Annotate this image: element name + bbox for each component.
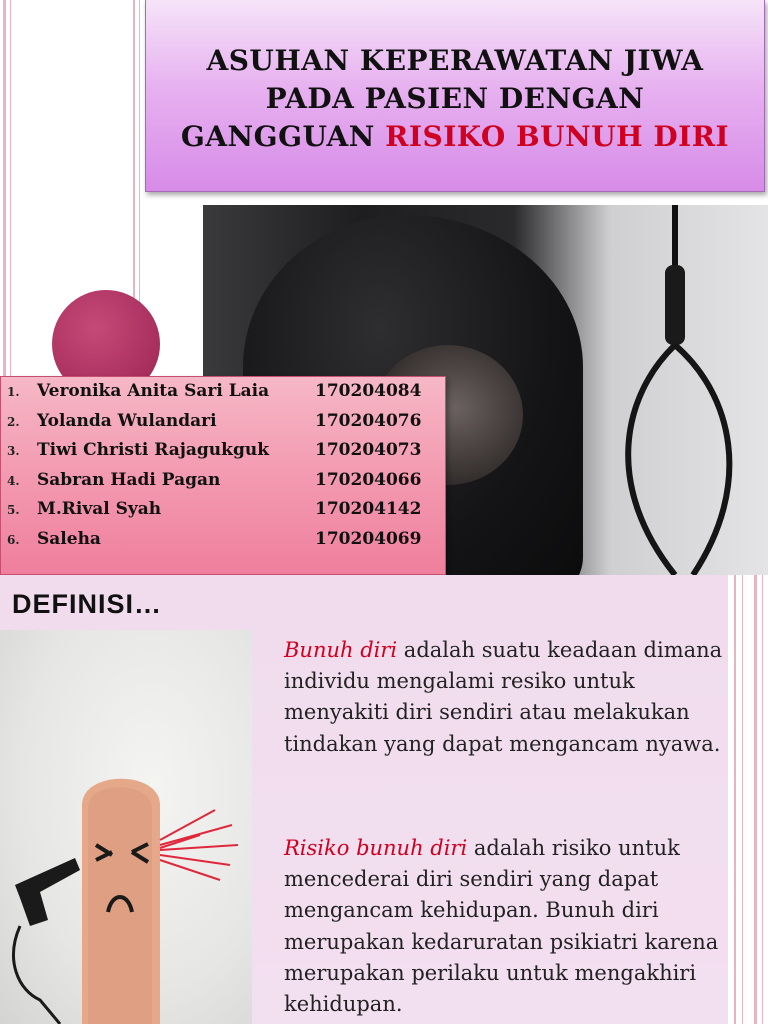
member-id: 170204073 bbox=[315, 440, 422, 461]
member-number: 4. bbox=[7, 473, 20, 488]
group-members-box bbox=[0, 376, 446, 575]
member-number: 2. bbox=[7, 414, 20, 429]
member-name: Tiwi Christi Rajagukguk bbox=[37, 440, 269, 461]
member-name: Saleha bbox=[37, 528, 101, 549]
member-name: Yolanda Wulandari bbox=[37, 410, 217, 431]
decor-stripe bbox=[762, 575, 763, 1024]
member-name: Sabran Hadi Pagan bbox=[37, 469, 221, 490]
definition-bunuh-diri bbox=[284, 635, 724, 760]
slide-title-text bbox=[181, 42, 729, 156]
member-row bbox=[7, 381, 445, 411]
definition-text-1: adalah suatu keadaan dimana individu mengalami resiko untuk menyakiti diri sendiri atau melakukan tindakan yang dapat mengancam nyawa. bbox=[284, 638, 723, 756]
finger-gun-photo bbox=[0, 630, 252, 1024]
title-line-3-prefix: GANGGUAN bbox=[180, 119, 386, 153]
member-number: 5. bbox=[7, 503, 20, 518]
definition-text-2: adalah risiko untuk mencederai diri sendiri yang dapat mengancam kehidupan. Bunuh diri merupakan kedaruratan psikiatri karena merupakan perilaku untuk mengakhiri kehidupan. bbox=[284, 836, 719, 1017]
member-number: 6. bbox=[7, 532, 20, 547]
member-number: 1. bbox=[7, 385, 20, 399]
member-name: Veronika Anita Sari Laia bbox=[37, 381, 270, 401]
definition-heading: DEFINISI… bbox=[12, 589, 163, 619]
member-id: 170204084 bbox=[315, 381, 422, 401]
title-line-3-highlight: RISIKO BUNUH DIRI bbox=[385, 119, 730, 153]
member-row bbox=[7, 470, 445, 500]
decor-stripe bbox=[742, 575, 743, 1024]
slide-definition bbox=[0, 575, 768, 1024]
member-row bbox=[7, 529, 445, 559]
member-number: 3. bbox=[7, 444, 20, 459]
member-row bbox=[7, 411, 445, 441]
term-risiko-bunuh-diri: Risiko bunuh diri bbox=[284, 836, 468, 860]
decor-stripe bbox=[734, 575, 736, 1024]
finger-gun-illustration bbox=[0, 630, 252, 1024]
member-row bbox=[7, 440, 445, 470]
member-id: 170204076 bbox=[315, 410, 422, 431]
definition-risiko-bunuh-diri bbox=[284, 833, 724, 1020]
member-name: M.Rival Syah bbox=[37, 499, 162, 520]
title-line-2: PADA PASIEN DENGAN bbox=[265, 81, 645, 115]
title-box bbox=[145, 0, 765, 192]
title-line-1: ASUHAN KEPERAWATAN JIWA bbox=[206, 43, 704, 77]
member-id: 170204069 bbox=[315, 528, 422, 549]
member-id: 170204066 bbox=[315, 469, 422, 490]
decor-strip bbox=[728, 575, 768, 1024]
decor-stripe bbox=[754, 575, 757, 1024]
member-row bbox=[7, 499, 445, 529]
noose-icon bbox=[583, 205, 768, 575]
member-id: 170204142 bbox=[315, 499, 422, 520]
term-bunuh-diri: Bunuh diri bbox=[284, 638, 398, 662]
